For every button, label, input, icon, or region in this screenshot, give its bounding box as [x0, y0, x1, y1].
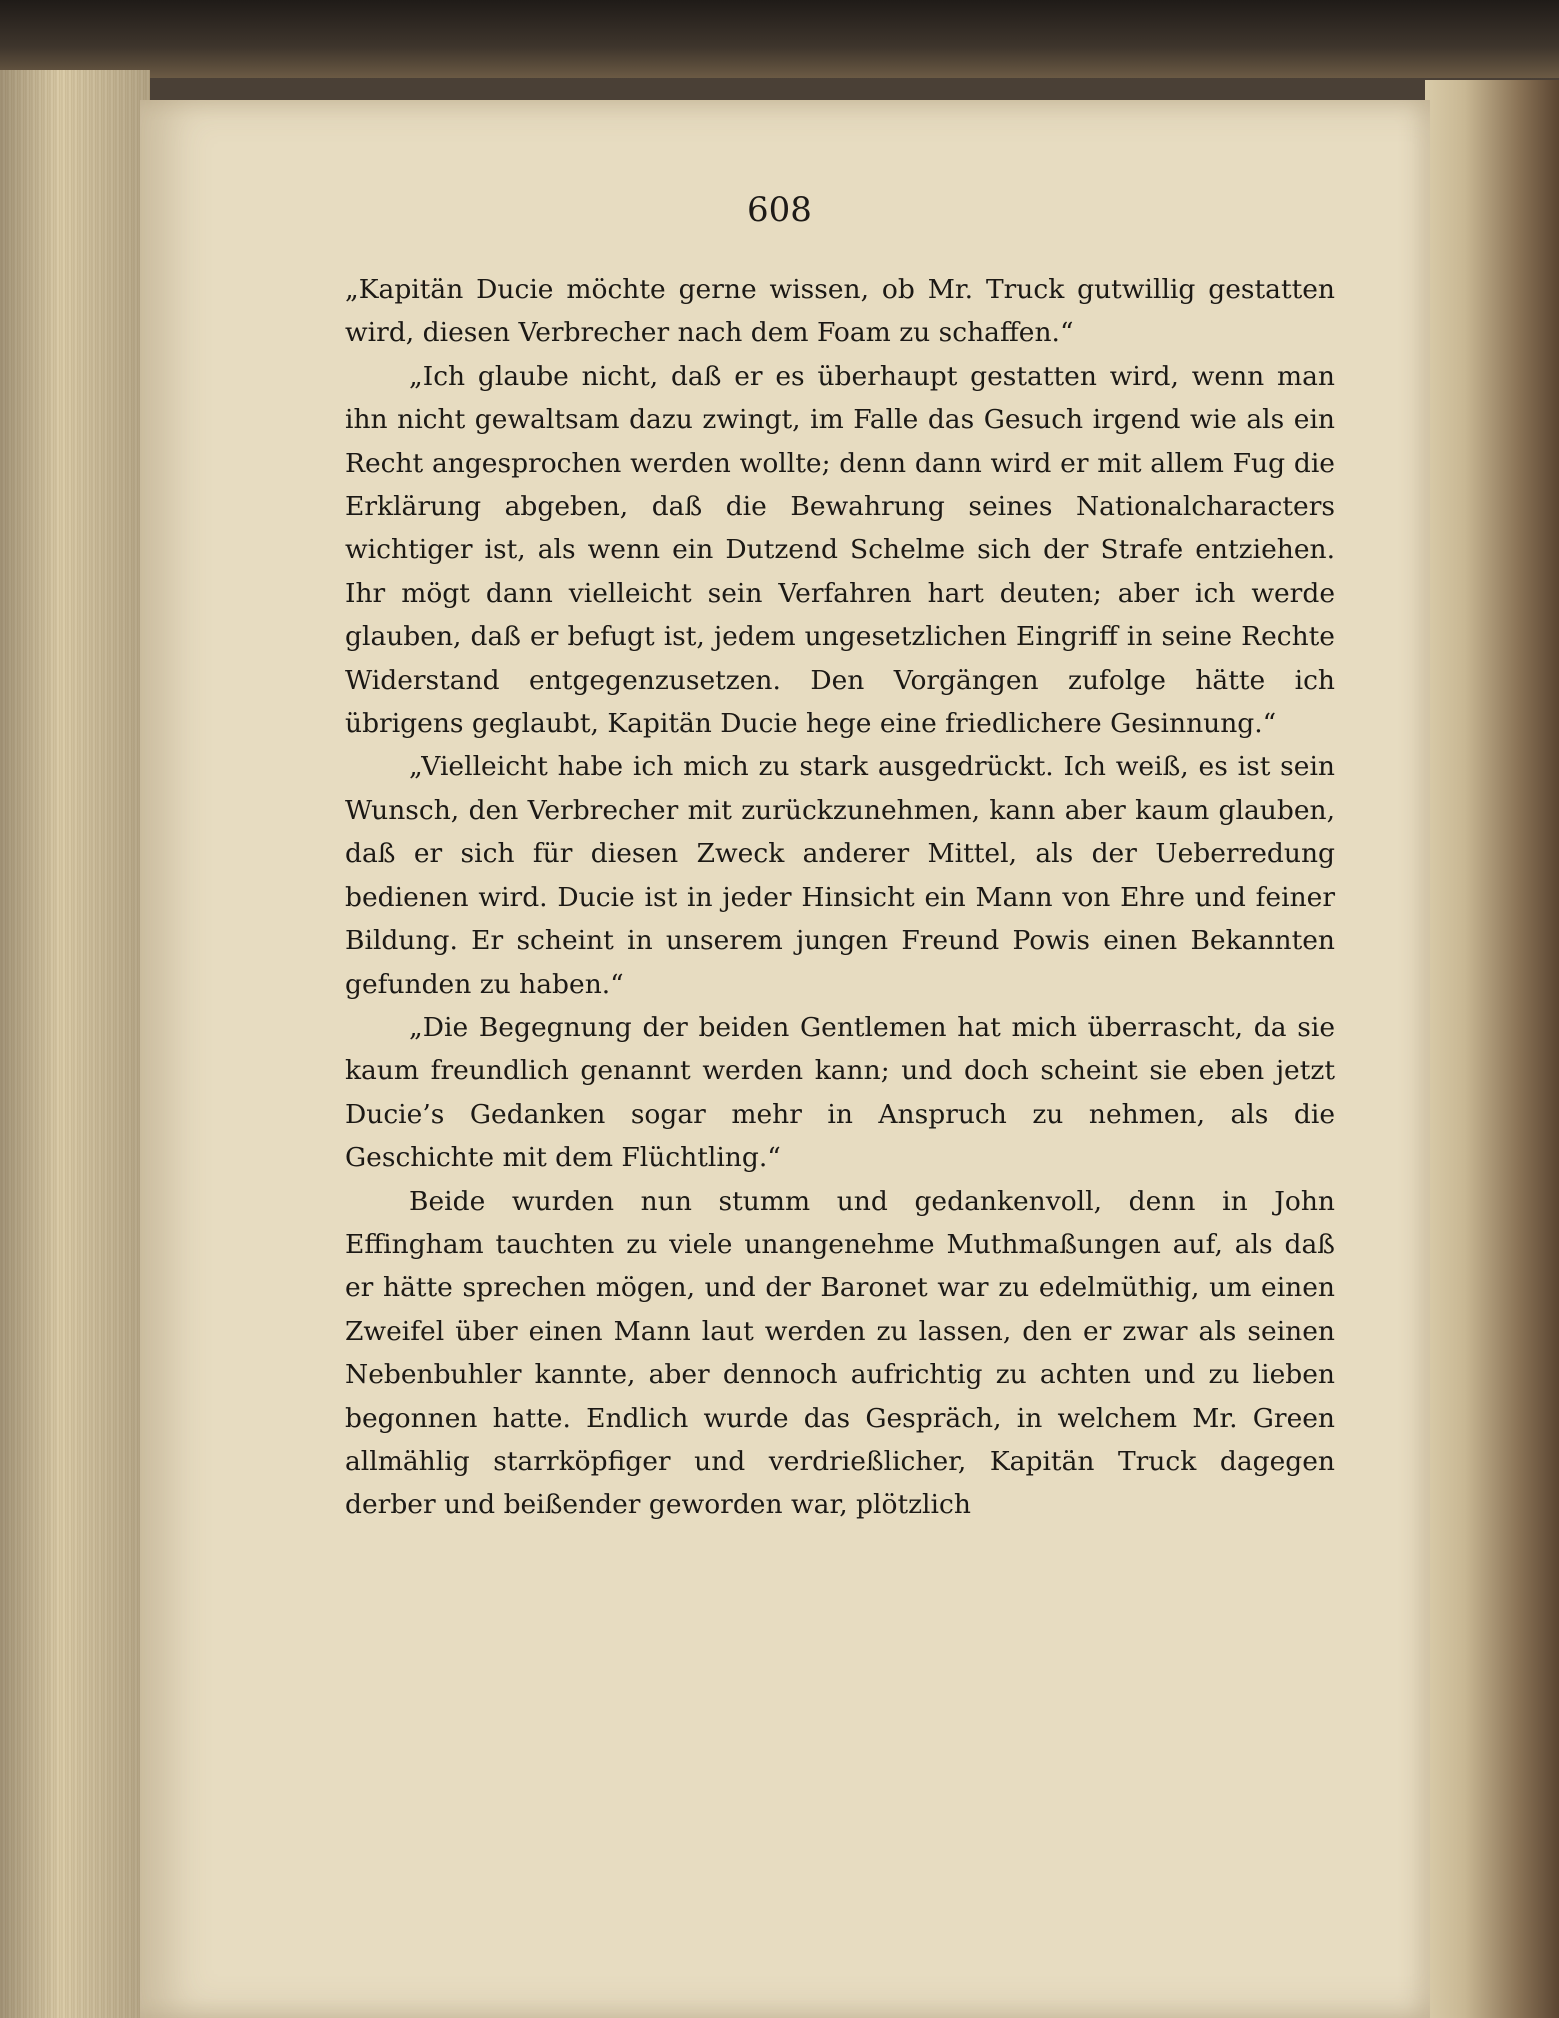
book-cover-edge — [0, 0, 1559, 78]
left-page-stack — [0, 70, 150, 2018]
page-number: 608 — [747, 190, 812, 230]
paragraph-5: Beide wurden nun stumm und gedankenvoll, denn in John Effingham tauchten zu viele unangenehme Muthmaßungen auf, als daß er hätte sprechen mögen, und der Baronet war zu edelmüthig, um einen Zweifel über einen Mann laut werden zu lassen, den er zwar als seinen Nebenbuhler kannte, aber dennoch aufrichtig zu achten und zu lieben begonnen hatte. Endlich wurde das Gespräch, in welchem Mr. Green allmählig starrköpfiger und verdrießlicher, Kapitän Truck dagegen derber und beißender geworden war, plötzlich — [345, 1185, 1335, 1521]
page-text — [345, 268, 1335, 1527]
paragraph-2: „Ich glaube nicht, daß er es überhaupt gestatten wird, wenn man ihn nicht gewaltsam dazu zwingt, im Falle das Gesuch irgend wie als ein Recht angesprochen werden wollte; denn dann wird er mit allem Fug die Erklärung abgeben, daß die Bewahrung seines Nationalcharacters wichtiger ist, als wenn ein Dutzend Schelme sich der Strafe entziehen. Ihr mögt dann vielleicht sein Verfahren hart deuten; aber ich werde glauben, daß er befugt ist, jedem ungesetzlichen Eingriff in seine Rechte Widerstand entgegenzusetzen. Den Vorgängen zufolge hätte ich übrigens geglaubt, Kapitän Ducie hege eine friedlichere Gesinnung.“ — [345, 360, 1335, 740]
paragraph-4: „Die Begegnung der beiden Gentlemen hat mich überrascht, da sie kaum freundlich genannt werden kann; und doch scheint sie eben jetzt Ducie’s Gedanken sogar mehr in Anspruch zu nehmen, als die Geschichte mit dem Flüchtling.“ — [345, 1011, 1335, 1174]
paragraph-1: „Kapitän Ducie möchte gerne wissen, ob Mr. Truck gutwillig gestatten wird, diesen Verbrecher nach dem Foam zu schaffen.“ — [345, 274, 1335, 349]
right-page-edge — [1425, 80, 1559, 2018]
paragraph-3: „Vielleicht habe ich mich zu stark ausgedrückt. Ich weiß, es ist sein Wunsch, den Verbrecher mit zurückzunehmen, kann aber kaum glauben, daß er sich für diesen Zweck anderer Mittel, als der Ueberredung bedienen wird. Ducie ist in jeder Hinsicht ein Mann von Ehre und feiner Bildung. Er scheint in unserem jungen Freund Powis einen Bekannten gefunden zu haben.“ — [345, 751, 1335, 1000]
